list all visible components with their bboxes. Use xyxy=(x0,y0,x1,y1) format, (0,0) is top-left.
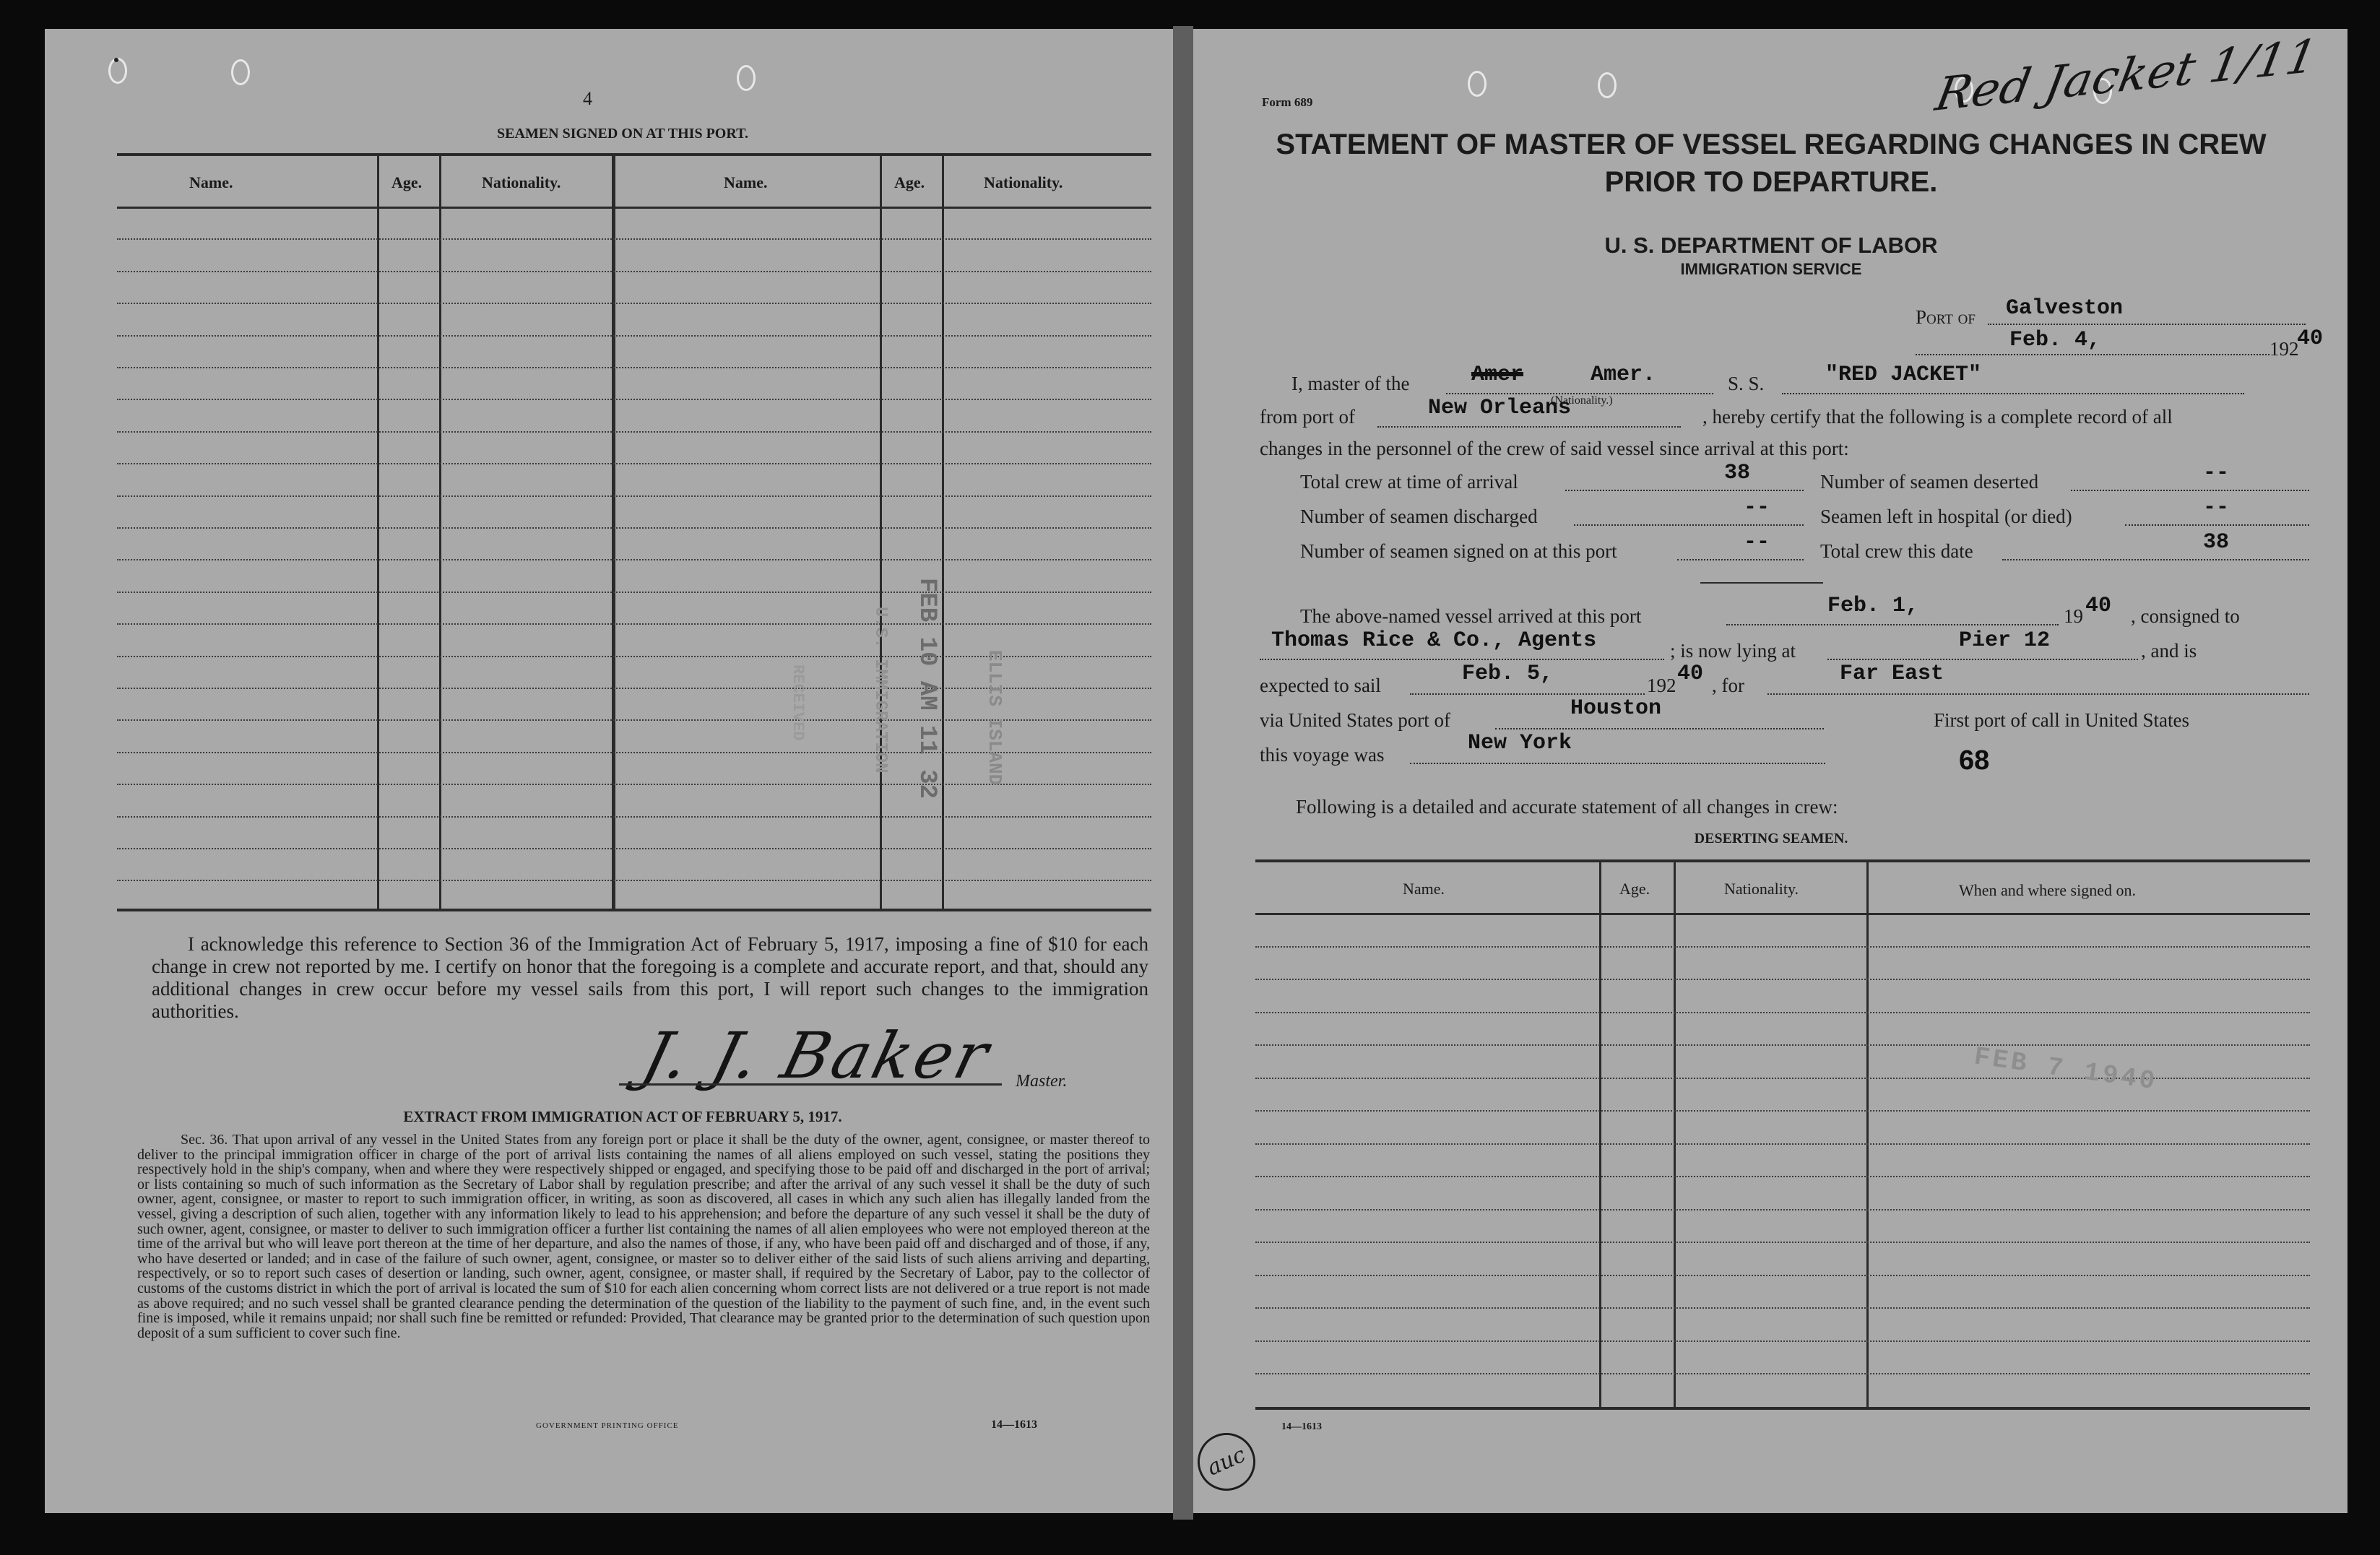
stat-fill-line xyxy=(2125,524,2309,526)
form-title-line1: STATEMENT OF MASTER OF VESSEL REGARDING CHANGES IN CREW xyxy=(1276,129,2267,160)
table-row xyxy=(1255,1242,2310,1243)
column-divider xyxy=(439,155,441,910)
for-label: , for xyxy=(1712,675,1744,696)
from-port-value: New Orleans xyxy=(1428,396,1572,420)
master-signature: J. J. Baker xyxy=(635,1018,999,1093)
stat-fill-line xyxy=(1677,559,1804,560)
changes-text: changes in the personnel of the crew of said vessel since arrival at this port: xyxy=(1260,438,1849,459)
department-name: U. S. DEPARTMENT OF LABOR xyxy=(1604,233,1938,258)
table-row xyxy=(1255,1307,2310,1309)
table-row xyxy=(1255,946,2310,948)
stat-value-deserted: -- xyxy=(2203,461,2230,485)
stat-label-total-date: Total crew this date xyxy=(1820,540,1973,562)
left-page xyxy=(45,29,1173,1513)
column-header: Name. xyxy=(724,173,768,191)
table-row xyxy=(1255,1012,2310,1013)
table-row xyxy=(117,848,1151,849)
signature-line xyxy=(619,1083,1002,1086)
column-header: Age. xyxy=(391,173,423,191)
handwritten-note: Red Jacket 1/11 xyxy=(1931,30,2321,122)
extract-text: Sec. 36. That upon arrival of any vessel in the United States from any foreign port or place it shall be the duty of the owner, agent, consignee, or master thereof to deliver to the principal immigration officer in charge of the port of arrival lists containing the names of all aliens employed on such vessel, stating the positions they respectively hold in the ship's company, when and where they were respectively shipped or engaged, and specifying those to be paid off and discharged in the port of arrival; or lists containing so much of such information as the Secretary of Labor shall by regulation prescribe; and after the arrival of any such vessel it shall be the duty of such owner, agent, consignee, or master to report to such immigration officer, in writing, as soon as discovered, all cases in which any such alien has illegally landed from the vessel, giving a description of such alien, together with any information likely to lead to his apprehension; and before the departure of any such vessel it shall be the duty of such owner, agent, consignee, or master to deliver to such immigration officer a further list containing the names of all alien employees who were not employed thereon at the time of the arrival but who will leave port thereon at the time of her departure, and also the names of those, if any, who have been paid off and discharged and of those, if any, who have deserted or landed; and in case of the failure of such owner, agent, consignee, or master so to deliver either of the said lists of such aliens arriving and departing, respectively, or so to report such cases of desertion or landing, such owner, agent, consignee, or master shall, if required by the Secretary of Labor, pay to the collector of customs of the customs district in which the port of arrival is located the sum of $10 for each alien concerning whom correct lists are not delivered or a true report is not made as above required; and no such vessel shall be granted clearance pending the determination of the question of the liability to the payment of such fine, and, in the event such fine is imposed, while it remains unpaid; nor shall such fine be remitted or refunded: Provided, That clearance may be granted prior to the determination of such question upon deposit of a sum sufficient to cover such fine. xyxy=(137,1132,1150,1341)
punch-hole xyxy=(108,58,127,84)
deserting-table-header-rule xyxy=(1255,913,2310,915)
table-row xyxy=(117,335,1151,337)
column-divider xyxy=(880,155,882,910)
table-row xyxy=(117,399,1151,400)
extract-title: EXTRACT FROM IMMIGRATION ACT OF FEBRUARY 5, 1917. xyxy=(403,1108,842,1125)
table-top-rule xyxy=(117,153,1151,156)
column-divider xyxy=(1674,861,1676,1407)
stat-value-discharged: -- xyxy=(1744,495,1770,520)
destination-value: Far East xyxy=(1840,662,1944,686)
punch-hole xyxy=(1468,71,1487,97)
column-header: Nationality. xyxy=(1724,880,1799,898)
following-text: Following is a detailed and accurate statement of all changes in crew: xyxy=(1296,796,1838,818)
column-header: Name. xyxy=(189,173,233,191)
nationality-caption: (Nationality.) xyxy=(1551,394,1613,407)
received-stamp-line: U.S. IMMIGRATION xyxy=(870,607,890,774)
punch-hole xyxy=(1598,72,1617,98)
table-row xyxy=(1255,1275,2310,1276)
ss-label: S. S. xyxy=(1728,373,1765,394)
clerk-initials: auc xyxy=(1193,1424,1265,1500)
stat-label-deserted: Number of seamen deserted xyxy=(1820,471,2039,493)
date-value: Feb. 4, xyxy=(2009,328,2101,352)
consigned-label: , consigned to xyxy=(2131,605,2240,627)
printer-credit: GOVERNMENT PRINTING OFFICE xyxy=(536,1421,679,1430)
column-header: Age. xyxy=(1619,880,1650,898)
via-fill-line xyxy=(1495,728,1824,729)
column-divider xyxy=(1599,861,1601,1407)
table-row xyxy=(1255,1110,2310,1112)
voyage-label: this voyage was xyxy=(1260,744,1385,766)
form-title-line2: PRIOR TO DEPARTURE. xyxy=(1604,166,1938,198)
master-label: I, master of the xyxy=(1291,373,1410,394)
table-row xyxy=(117,367,1151,368)
form-footer-number: 14—1613 xyxy=(1281,1421,1322,1432)
agent-fill-line xyxy=(1260,659,1664,660)
stat-value-hospital: -- xyxy=(2203,495,2230,520)
stat-label-discharged: Number of seamen discharged xyxy=(1300,506,1538,527)
section-title: SEAMEN SIGNED ON AT THIS PORT. xyxy=(497,126,748,142)
table-row xyxy=(117,238,1151,240)
port-label: Port of xyxy=(1916,306,1976,328)
via-label: via United States port of xyxy=(1260,709,1450,731)
expected-label: expected to sail xyxy=(1260,675,1381,696)
table-row xyxy=(117,527,1151,529)
form-number: Form 689 xyxy=(1262,95,1313,109)
voyage-value: New York xyxy=(1468,731,1572,755)
pier-fill-line xyxy=(1827,659,2138,660)
stat-label-signed-on: Number of seamen signed on at this port xyxy=(1300,540,1617,562)
table-row xyxy=(117,463,1151,464)
sail-date: Feb. 5, xyxy=(1462,662,1554,686)
stat-value-total-arrival: 38 xyxy=(1724,461,1751,485)
table-header-rule xyxy=(117,207,1151,209)
sail-year: 40 xyxy=(1677,662,1704,686)
arrived-year: 40 xyxy=(2085,594,2112,618)
column-header: Age. xyxy=(894,173,925,191)
pier-value: Pier 12 xyxy=(1959,628,2051,653)
port-value: Galveston xyxy=(2006,296,2124,321)
punch-hole xyxy=(231,59,250,85)
table-row xyxy=(117,271,1151,272)
deserting-table-top xyxy=(1255,859,2310,862)
table-row xyxy=(117,816,1151,818)
year-value: 40 xyxy=(2297,326,2324,351)
page-number: 4 xyxy=(583,88,592,109)
table-row xyxy=(117,303,1151,304)
stat-fill-line xyxy=(2071,490,2309,491)
table-row xyxy=(1255,1373,2310,1374)
table-row xyxy=(1255,1340,2310,1342)
arrived-label: The above-named vessel arrived at this port xyxy=(1300,605,1642,627)
nationality-value: Amer. xyxy=(1591,363,1656,387)
first-port-label: First port of call in United States xyxy=(1934,709,2189,731)
table-row xyxy=(1255,1044,2310,1046)
table-row xyxy=(117,559,1151,560)
form-footer-number: 14—1613 xyxy=(991,1418,1037,1431)
column-divider xyxy=(612,155,615,910)
table-row xyxy=(1255,1143,2310,1145)
handwritten-mark: 68 xyxy=(1959,745,1990,776)
binding-gutter xyxy=(1173,26,1193,1520)
arrived-year-prefix: 19 xyxy=(2064,605,2083,627)
sail-fill-line xyxy=(1410,693,1645,695)
column-divider xyxy=(377,155,379,910)
from-port-label: from port of xyxy=(1260,406,1355,428)
column-header: Nationality. xyxy=(984,173,1063,191)
table-row xyxy=(117,623,1151,625)
date-fill-line xyxy=(1916,354,2269,355)
voyage-fill-line xyxy=(1410,763,1825,764)
nationality-struck: Amer xyxy=(1471,363,1524,387)
agent-value: Thomas Rice & Co., Agents xyxy=(1271,628,1597,653)
table-row xyxy=(1255,979,2310,980)
stat-label-hospital: Seamen left in hospital (or died) xyxy=(1820,506,2072,527)
acknowledgement-text: I acknowledge this reference to Section 36 of the Immigration Act of February 5, 1917, imposing a fine of $10 for each change in crew not reported by me. I certify on honor that the foregoing is a complete and accurate report, and that, should any additional changes in crew occur before my vessel sails from this port, I will report such changes to the immigration authorities. xyxy=(152,933,1148,1022)
signature-caption: Master. xyxy=(1016,1072,1068,1091)
from-port-fill-line xyxy=(1377,426,1681,428)
service-name: IMMIGRATION SERVICE xyxy=(1680,260,1862,278)
destination-fill-line xyxy=(1767,693,2309,695)
ship-name: "RED JACKET" xyxy=(1825,363,1982,387)
table-bottom-rule xyxy=(117,909,1151,911)
via-value: Houston xyxy=(1570,696,1662,721)
year-prefix: 192 xyxy=(2269,338,2299,360)
stat-value-signed-on: -- xyxy=(1744,530,1770,555)
column-divider xyxy=(942,155,944,910)
and-is-label: , and is xyxy=(2141,640,2197,662)
sail-year-prefix: 192 xyxy=(1647,675,1676,696)
ship-fill-line xyxy=(1782,393,2244,394)
received-stamp-line: RECEIVED xyxy=(789,664,807,741)
stats-rule xyxy=(1700,582,1823,584)
table-row xyxy=(117,880,1151,881)
arrived-value: Feb. 1, xyxy=(1827,594,1919,618)
right-page xyxy=(1193,29,2347,1513)
stat-label-total-arrival: Total crew at time of arrival xyxy=(1300,471,1518,493)
table-row xyxy=(117,431,1151,433)
deserting-table-bottom xyxy=(1255,1407,2310,1410)
arrived-fill-line xyxy=(1726,624,2059,625)
punch-hole xyxy=(737,65,756,91)
stat-value-total-date: 38 xyxy=(2203,530,2230,555)
column-header: Name. xyxy=(1403,880,1445,898)
table-row xyxy=(117,592,1151,593)
table-row xyxy=(117,495,1151,497)
received-stamp-line: FEB 10 AM 11 32 xyxy=(913,578,940,800)
lying-label: ; is now lying at xyxy=(1670,640,1796,662)
column-header: When and where signed on. xyxy=(1959,881,2136,899)
received-stamp-line: ELLIS ISLAND xyxy=(984,650,1005,786)
column-divider xyxy=(1866,861,1869,1407)
port-fill-line xyxy=(1988,324,2306,325)
deserting-title: DESERTING SEAMEN. xyxy=(1694,831,1848,846)
column-header: Nationality. xyxy=(482,173,561,191)
faint-stamp: FEB 7 1940 xyxy=(1972,1041,2160,1097)
table-row xyxy=(1255,1176,2310,1177)
certify-text: , hereby certify that the following is a complete record of all xyxy=(1702,406,2173,428)
stat-fill-line xyxy=(1565,490,1804,491)
stat-fill-line xyxy=(2002,559,2309,560)
stat-fill-line xyxy=(1574,524,1804,526)
table-row xyxy=(1255,1209,2310,1210)
punch-hole xyxy=(114,58,118,62)
